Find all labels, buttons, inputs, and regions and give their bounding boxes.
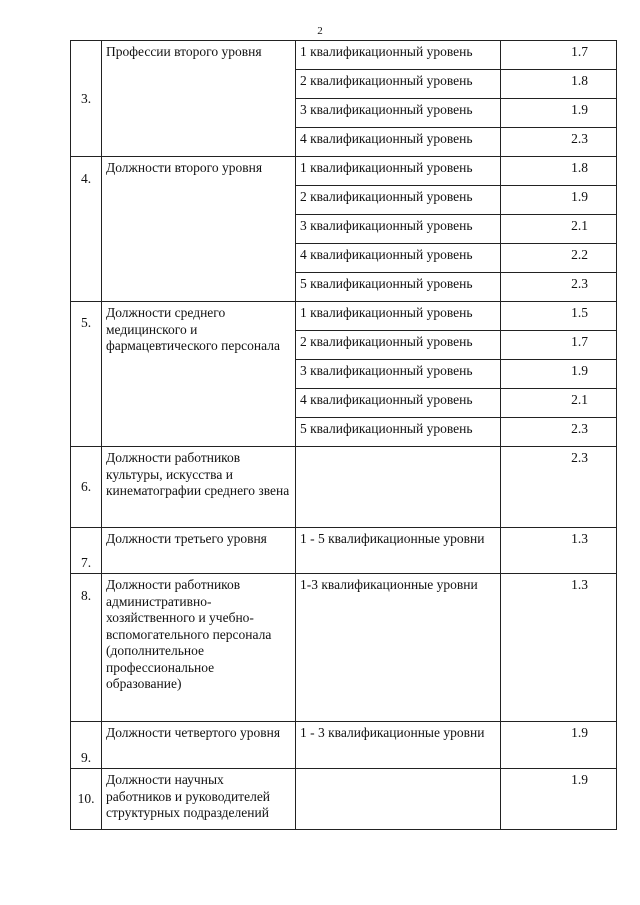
- table-row: [71, 302, 617, 331]
- coefficient-value: 1.3: [501, 574, 617, 722]
- qualification-level: 1-3 квалификационные уровни: [296, 574, 501, 722]
- row-number: 10.: [71, 769, 102, 830]
- position-group-name: Должности третьего уровня: [102, 528, 296, 574]
- coefficient-value: 2.3: [501, 128, 617, 157]
- qualification-level: 3 квалификационный уровень: [296, 360, 501, 389]
- coefficient-value: 2.1: [501, 389, 617, 418]
- table-row: [71, 447, 617, 528]
- coefficient-value: 2.3: [501, 447, 617, 528]
- coefficient-value: 1.9: [501, 186, 617, 215]
- qualification-level: 1 - 5 квалификационные уровни: [296, 528, 501, 574]
- row-number: 7.: [71, 528, 102, 574]
- row-number: 4.: [71, 157, 102, 302]
- coefficient-value: 1.9: [501, 769, 617, 830]
- table-row: [71, 769, 617, 830]
- position-group-name: Должности четвертого уровня: [102, 722, 296, 769]
- qualification-level: 1 квалификационный уровень: [296, 302, 501, 331]
- position-group-name: Должности второго уровня: [102, 157, 296, 302]
- row-number: 8.: [71, 574, 102, 722]
- qualification-level: 4 квалификационный уровень: [296, 244, 501, 273]
- qualification-level: 1 квалификационный уровень: [296, 41, 501, 70]
- coefficient-value: 1.8: [501, 157, 617, 186]
- coefficient-value: 1.9: [501, 360, 617, 389]
- coefficient-value: 1.9: [501, 722, 617, 769]
- table-row: [71, 528, 617, 574]
- qualification-level: 4 квалификационный уровень: [296, 389, 501, 418]
- coefficient-value: 1.5: [501, 302, 617, 331]
- coefficient-value: 1.9: [501, 99, 617, 128]
- position-group-name: Должности среднего медицинского и фармацевтического персонала: [102, 302, 296, 447]
- table-row: [71, 574, 617, 722]
- row-number: 5.: [71, 302, 102, 447]
- qualification-level: 3 квалификационный уровень: [296, 99, 501, 128]
- position-group-name: Должности научных работников и руководителей структурных подразделений: [102, 769, 296, 830]
- coefficient-value: 1.8: [501, 70, 617, 99]
- coefficient-value: 1.7: [501, 331, 617, 360]
- coefficient-value: 1.3: [501, 528, 617, 574]
- qualification-level: [296, 447, 501, 528]
- qualification-level: 3 квалификационный уровень: [296, 215, 501, 244]
- row-number: 6.: [71, 447, 102, 528]
- qualification-level: 2 квалификационный уровень: [296, 70, 501, 99]
- position-group-name: Должности работников культуры, искусства и кинематографии среднего звена: [102, 447, 296, 528]
- page-number: 2: [317, 25, 323, 37]
- table-row: [71, 722, 617, 769]
- coefficients-table: [70, 40, 617, 830]
- qualification-level: 4 квалификационный уровень: [296, 128, 501, 157]
- coefficient-value: 2.3: [501, 418, 617, 447]
- position-group-name: Должности работников административно-хозяйственного и учебно-вспомогательного персонала (дополнительное профессиональное образование): [102, 574, 296, 722]
- coefficient-value: 1.7: [501, 41, 617, 70]
- qualification-level: 1 - 3 квалификационные уровни: [296, 722, 501, 769]
- table-row: [71, 157, 617, 186]
- coefficient-value: 2.1: [501, 215, 617, 244]
- table-row: [71, 41, 617, 70]
- qualification-level: 1 квалификационный уровень: [296, 157, 501, 186]
- qualification-level: [296, 769, 501, 830]
- qualification-level: 2 квалификационный уровень: [296, 331, 501, 360]
- qualification-level: 5 квалификационный уровень: [296, 418, 501, 447]
- position-group-name: Профессии второго уровня: [102, 41, 296, 157]
- row-number: 3.: [71, 41, 102, 157]
- qualification-level: 5 квалификационный уровень: [296, 273, 501, 302]
- coefficient-value: 2.2: [501, 244, 617, 273]
- coefficient-value: 2.3: [501, 273, 617, 302]
- row-number: 9.: [71, 722, 102, 769]
- qualification-level: 2 квалификационный уровень: [296, 186, 501, 215]
